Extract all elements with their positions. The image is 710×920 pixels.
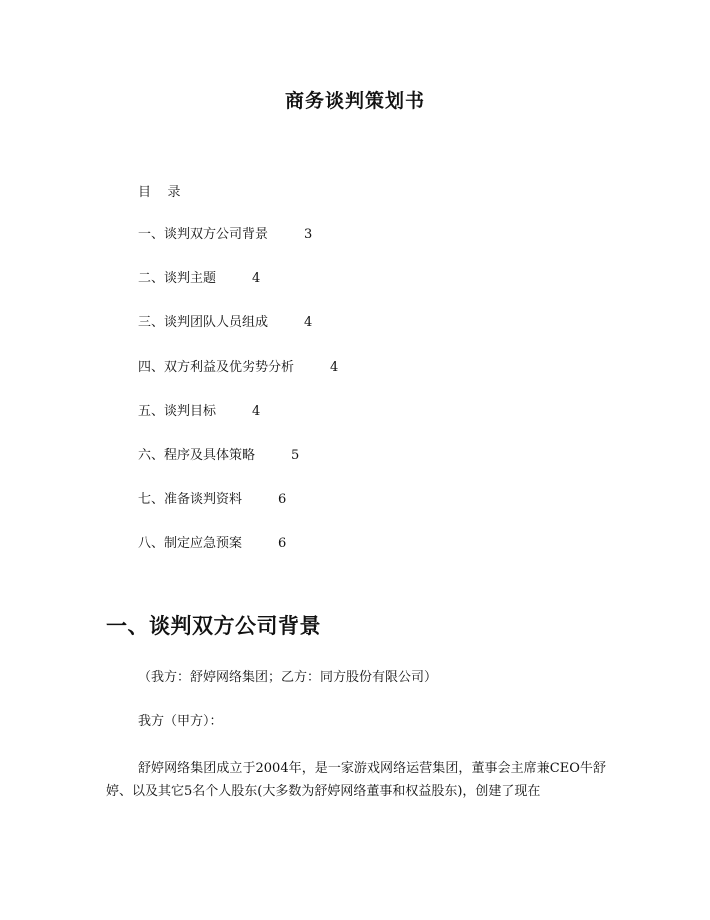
section-heading: 一、谈判双方公司背景	[106, 614, 321, 638]
toc-item-page: 4	[330, 359, 339, 375]
toc-item-label: 四、双方利益及优劣势分析	[138, 359, 295, 375]
toc-item-label: 二、谈判主题	[138, 271, 217, 287]
toc-item-label: 五、谈判目标	[138, 403, 217, 419]
toc-item-page: 4	[252, 403, 261, 419]
toc-item-label: 八、制定应急预案	[138, 536, 243, 552]
body-paragraph: 舒婷网络集团成立于2004年，是一家游戏网络运营集团，董事会主席兼CEO牛舒婷、以及其它5名个人股东(大多数为舒婷网络董事和权益股东)，创建了现在	[106, 761, 606, 799]
document-title: 商务谈判策划书	[284, 90, 425, 112]
toc-item	[138, 270, 338, 314]
parties-paragraph: （我方：舒婷网络集团；乙方：同方股份有限公司）	[138, 670, 438, 685]
toc-item	[138, 535, 338, 579]
our-side-label: 我方（甲方）：	[138, 714, 223, 729]
toc-item	[138, 226, 338, 270]
toc-item-page: 4	[304, 315, 313, 331]
toc-item	[138, 447, 338, 491]
toc-item-label: 六、程序及具体策略	[138, 447, 256, 463]
table-of-contents	[138, 226, 338, 580]
toc-item-page: 6	[278, 536, 287, 552]
toc-item-label: 七、准备谈判资料	[138, 492, 243, 508]
toc-heading: 目 录	[138, 185, 181, 200]
toc-item	[138, 359, 338, 403]
toc-item-page: 4	[252, 271, 261, 287]
toc-item-label: 一、谈判双方公司背景	[138, 227, 269, 242]
toc-item	[138, 403, 338, 447]
toc-item-page: 6	[278, 492, 287, 508]
toc-item-label: 三、谈判团队人员组成	[138, 315, 269, 331]
toc-item	[138, 314, 338, 358]
toc-item	[138, 491, 338, 535]
toc-item-page: 3	[304, 227, 313, 242]
toc-item-page: 5	[291, 447, 300, 463]
